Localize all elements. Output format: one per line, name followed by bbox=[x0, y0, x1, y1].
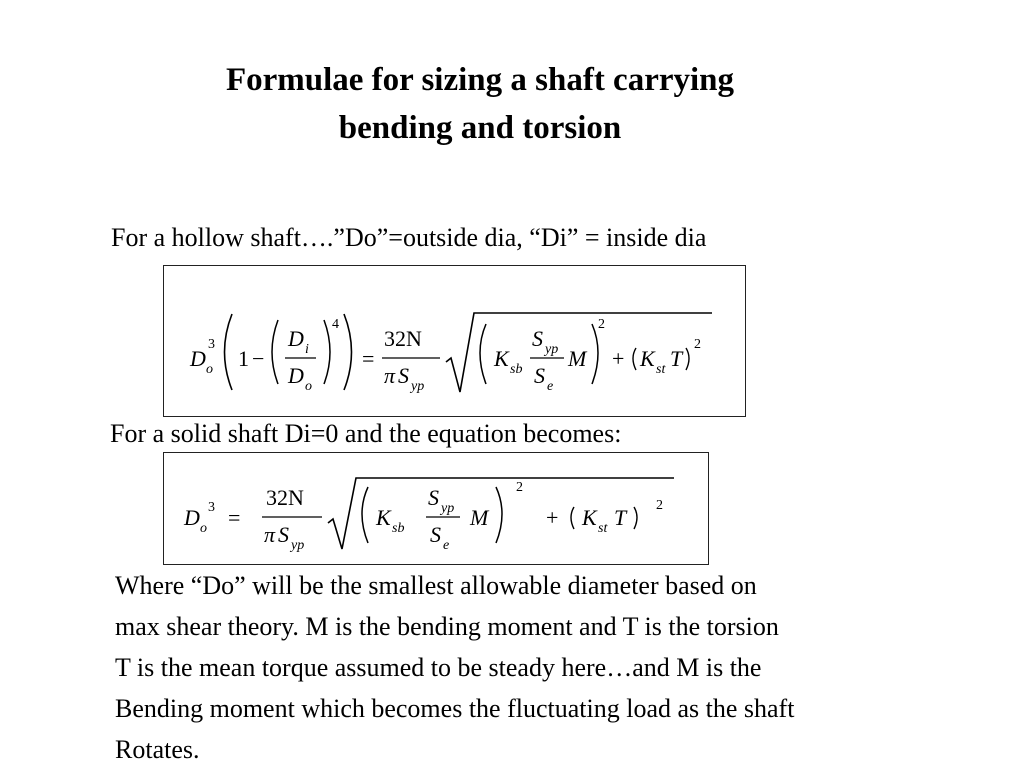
solid-32: 32N bbox=[266, 485, 304, 510]
hollow-M: M bbox=[568, 346, 587, 371]
hollow-inner-right-paren bbox=[324, 320, 330, 384]
hollow-shaft-caption: For a hollow shaft….”Do”=outside dia, “Di” = inside dia bbox=[111, 223, 707, 252]
solid-term2-left-paren bbox=[571, 507, 574, 529]
solid-Se-den: S bbox=[430, 522, 441, 547]
hollow-frac-num-D: D bbox=[288, 326, 304, 351]
solid-exp-3: 3 bbox=[208, 500, 215, 515]
solid-term1-left-paren bbox=[362, 487, 368, 543]
solid-sub-sb: sb bbox=[392, 521, 405, 536]
solid-sub-yp: yp bbox=[291, 538, 305, 553]
explanation-line: Bending moment which becomes the fluctuating load as the shaft bbox=[115, 694, 795, 723]
solid-sub-e: e bbox=[443, 538, 450, 553]
hollow-sub-i: i bbox=[305, 342, 309, 357]
title-line-2: bending and torsion bbox=[338, 110, 622, 146]
hollow-T: T bbox=[670, 346, 683, 371]
slide-title bbox=[120, 56, 840, 152]
solid-T: T bbox=[614, 505, 627, 530]
hollow-sub-st: st bbox=[656, 362, 666, 377]
hollow-shaft-equation-svg bbox=[164, 266, 745, 416]
solid-D: D bbox=[184, 505, 200, 530]
solid-plus: + bbox=[546, 505, 559, 530]
hollow-frac-den-D: D bbox=[288, 363, 304, 388]
hollow-sub-sb: sb bbox=[510, 362, 523, 377]
hollow-pi: π bbox=[384, 363, 396, 388]
solid-term2-right-paren bbox=[634, 507, 637, 529]
solid-sub-o: o bbox=[200, 521, 207, 536]
solid-term1-right-paren bbox=[496, 487, 502, 543]
title-line-1: Formulae for sizing a shaft carrying bbox=[225, 62, 735, 98]
solid-Syp-num: S bbox=[428, 485, 439, 510]
hollow-Se-den: S bbox=[534, 363, 545, 388]
hollow-shaft-equation bbox=[163, 265, 746, 417]
hollow-sub-yp: yp bbox=[411, 379, 425, 394]
hollow-K1: K bbox=[494, 346, 509, 371]
explanation-line: Where “Do” will be the smallest allowable diameter based on bbox=[115, 571, 757, 600]
hollow-exp-4: 4 bbox=[332, 317, 339, 332]
hollow-equals: = bbox=[362, 346, 375, 371]
hollow-term1-left-paren bbox=[480, 324, 486, 384]
hollow-outer-right-paren bbox=[344, 314, 352, 390]
hollow-K2: K bbox=[640, 346, 655, 371]
explanation-line: max shear theory. M is the bending moment and T is the torsion bbox=[115, 612, 779, 641]
solid-shaft-equation bbox=[163, 452, 709, 565]
hollow-S-den: S bbox=[398, 363, 409, 388]
hollow-inner-left-paren bbox=[272, 320, 278, 384]
hollow-D: D bbox=[190, 346, 206, 371]
solid-exp-2a: 2 bbox=[516, 480, 523, 495]
hollow-sub-e: e bbox=[547, 379, 554, 394]
solid-K2: K bbox=[582, 505, 597, 530]
hollow-exp-3: 3 bbox=[208, 337, 215, 352]
hollow-exp-2b: 2 bbox=[694, 337, 701, 352]
hollow-sub-o-den: o bbox=[305, 379, 312, 394]
hollow-term2-left-paren bbox=[633, 348, 636, 370]
solid-sub-yp-num: yp bbox=[441, 501, 455, 516]
hollow-one: 1 bbox=[238, 346, 249, 371]
solid-exp-2b: 2 bbox=[656, 498, 663, 513]
hollow-plus: + bbox=[612, 346, 625, 371]
hollow-sub-o: o bbox=[206, 362, 213, 377]
solid-shaft-equation-svg bbox=[164, 453, 708, 564]
solid-K1: K bbox=[376, 505, 391, 530]
solid-S-den: S bbox=[278, 522, 289, 547]
hollow-32: 32N bbox=[384, 326, 422, 351]
explanation-line: Rotates. bbox=[115, 735, 200, 764]
solid-shaft-caption: For a solid shaft Di=0 and the equation becomes: bbox=[110, 419, 622, 448]
solid-equals: = bbox=[228, 505, 241, 530]
hollow-Syp-num: S bbox=[532, 326, 543, 351]
solid-sub-st: st bbox=[598, 521, 608, 536]
hollow-sub-yp-num: yp bbox=[545, 342, 559, 357]
hollow-outer-left-paren bbox=[225, 314, 233, 390]
hollow-minus: − bbox=[252, 346, 265, 371]
solid-M: M bbox=[470, 505, 489, 530]
hollow-exp-2a: 2 bbox=[598, 317, 605, 332]
explanation-paragraph bbox=[115, 565, 1015, 770]
solid-pi: π bbox=[264, 522, 276, 547]
hollow-term2-right-paren bbox=[686, 348, 689, 370]
hollow-term1-right-paren bbox=[592, 324, 598, 384]
explanation-line: T is the mean torque assumed to be steady here…and M is the bbox=[115, 653, 762, 682]
